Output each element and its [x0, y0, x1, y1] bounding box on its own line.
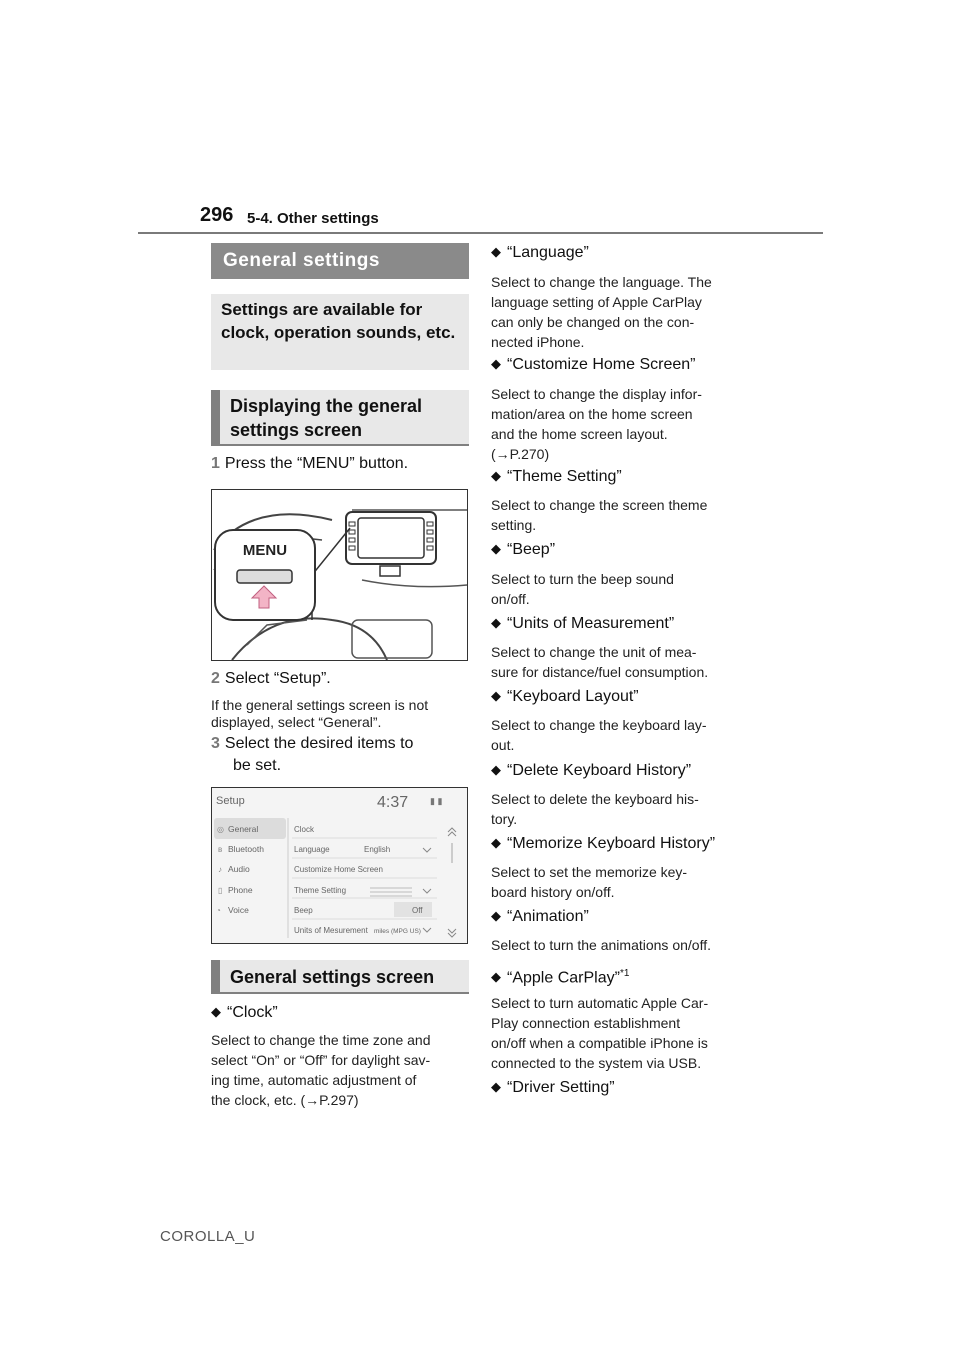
- memorize-keyboard-history-desc: Select to set the memorize key- board history on/off.: [491, 864, 688, 900]
- units-title: ◆ “Units of Measurement”: [491, 615, 675, 632]
- page-number: 296: [200, 204, 234, 226]
- step-1-number: 1: [211, 455, 220, 472]
- row-theme[interactable]: Theme Setting: [294, 886, 347, 895]
- bullet-icon: ◆: [491, 969, 501, 985]
- dashboard-drawing: [212, 490, 467, 660]
- section-title: 5-4. Other settings: [247, 210, 379, 227]
- battery-icon: ▮ ▮: [430, 796, 443, 806]
- apple-carplay-title: ◆ “Apple CarPlay”$^{*1}$: [491, 968, 630, 987]
- language-title: ◆ “Language”: [491, 244, 589, 261]
- displaying-heading: Displaying the general settings screen: [211, 390, 469, 446]
- general-icon: ◎: [217, 825, 224, 834]
- setup-screen-illustration: [211, 787, 468, 944]
- theme-setting-title: ◆ “Theme Setting”: [491, 468, 622, 485]
- step-1-text: Press the “MENU” button.: [224, 455, 409, 472]
- clock-desc: Select to change the time zone and select “On” or “Off” for daylight sav- ing time, automatic adjustment of the clock, etc. (→P.297): [211, 1032, 431, 1108]
- delete-keyboard-history-title: ◆ “Delete Keyboard History”: [491, 762, 692, 779]
- phone-icon: ▯: [218, 886, 223, 895]
- step-3-text-line2: be set.: [233, 757, 282, 774]
- bullet-icon: ◆: [491, 688, 501, 703]
- step-3-number: 3: [211, 735, 220, 752]
- music-note-icon: ♪: [218, 865, 222, 874]
- voice-icon: ◔: [216, 906, 221, 915]
- bullet-icon: ◆: [491, 908, 501, 923]
- screen-title: Setup: [216, 795, 245, 807]
- bluetooth-icon: ʙ: [218, 845, 223, 854]
- language-desc: Select to change the language. The language setting of Apple CarPlay can only be changed on the con- nected iPhone.: [491, 274, 712, 350]
- beep-desc: Select to turn the beep sound on/off.: [491, 571, 674, 607]
- driver-setting-title: ◆ “Driver Setting”: [491, 1079, 615, 1096]
- menu-item-voice[interactable]: Voice: [228, 905, 249, 915]
- bullet-icon: ◆: [211, 1004, 221, 1019]
- clock-title: ◆ “Clock”: [211, 1004, 278, 1021]
- row-beep[interactable]: Beep: [294, 906, 313, 915]
- row-units-value: miles (MPG US): [374, 928, 421, 935]
- step-1: [211, 453, 408, 475]
- beep-title: ◆ “Beep”: [491, 541, 556, 558]
- keyboard-layout-desc: Select to change the keyboard lay- out.: [491, 717, 707, 753]
- bullet-icon: ◆: [491, 244, 501, 259]
- customize-home-title: ◆ “Customize Home Screen”: [491, 356, 696, 373]
- animation-title: ◆ “Animation”: [491, 908, 589, 925]
- keyboard-layout-title: ◆ “Keyboard Layout”: [491, 688, 639, 705]
- menu-item-general[interactable]: General: [228, 824, 259, 834]
- step-3-text-line1: Select the desired items to: [224, 735, 414, 752]
- customize-home-desc: Select to change the display infor- mation/area on the home screen and the home screen layout. (→P.270): [491, 386, 702, 462]
- row-beep-value: Off: [412, 906, 423, 915]
- bullet-icon: ◆: [491, 468, 501, 483]
- menu-item-phone[interactable]: Phone: [228, 885, 253, 895]
- bullet-icon: ◆: [491, 356, 501, 371]
- row-customize-home[interactable]: Customize Home Screen: [294, 865, 383, 874]
- step-3: [211, 733, 413, 755]
- bullet-icon: ◆: [491, 835, 501, 850]
- apple-carplay-desc: Select to turn automatic Apple Car- Play connection establishment on/off when a compatible iPhone is connected to the system via USB.: [491, 995, 709, 1071]
- bullet-icon: ◆: [491, 762, 501, 777]
- row-language-value: English: [364, 845, 391, 854]
- footnote-marker: *1: [619, 968, 630, 979]
- bullet-icon: ◆: [491, 615, 501, 630]
- menu-label: MENU: [242, 542, 288, 559]
- general-settings-screen-heading: General settings screen: [211, 960, 469, 994]
- step-2-number: 2: [211, 670, 220, 687]
- header-rule: [138, 232, 823, 234]
- screen-time: 4:37: [377, 794, 409, 811]
- units-desc: Select to change the unit of mea- sure for distance/fuel consumption.: [491, 644, 709, 680]
- row-language[interactable]: Language: [294, 845, 330, 854]
- footer-code: COROLLA_U: [160, 1228, 256, 1245]
- animation-desc: Select to turn the animations on/off.: [491, 937, 711, 953]
- theme-setting-desc: Select to change the screen theme setting.: [491, 497, 708, 533]
- delete-keyboard-history-desc: Select to delete the keyboard his- tory.: [491, 791, 699, 827]
- menu-item-bluetooth[interactable]: Bluetooth: [228, 844, 264, 854]
- menu-item-audio[interactable]: Audio: [228, 864, 250, 874]
- general-settings-heading: General settings: [211, 243, 469, 279]
- general-settings-intro: Settings are available for clock, operation sounds, etc.: [211, 294, 469, 370]
- row-units[interactable]: Units of Mesurement: [294, 926, 368, 935]
- step-2: [211, 668, 331, 690]
- dashboard-illustration: [211, 489, 468, 661]
- step-2-text: Select “Setup”.: [224, 670, 331, 687]
- bullet-icon: ◆: [491, 1079, 501, 1094]
- row-clock[interactable]: Clock: [294, 825, 315, 834]
- bullet-icon: ◆: [491, 541, 501, 556]
- memorize-keyboard-history-title: ◆ “Memorize Keyboard History”: [491, 835, 716, 852]
- step-2-note: If the general settings screen is not displayed, select “General”.: [211, 697, 429, 730]
